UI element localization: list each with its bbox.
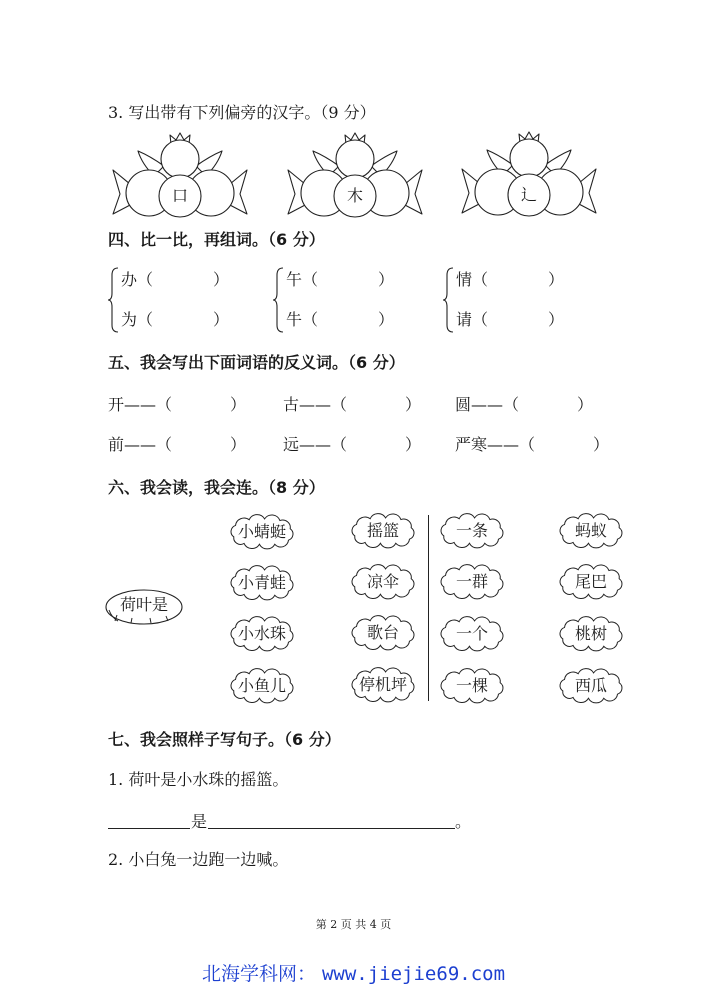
cloud-word <box>437 513 507 549</box>
paren-close: ） <box>405 435 422 454</box>
brace-icon <box>107 267 119 333</box>
compare-char: 请 <box>456 310 473 329</box>
cloud-label: 小蜻蜓 <box>237 522 286 541</box>
watermark-url-link[interactable]: www.jiejie69.com <box>321 963 506 985</box>
compare-char: 午 <box>286 270 303 289</box>
dash: —— <box>471 395 504 414</box>
watermark <box>0 961 707 987</box>
cloud-word <box>348 667 418 703</box>
radical-label: 木 <box>346 186 363 205</box>
paren-close: ） <box>213 270 230 289</box>
cloud-word <box>227 616 297 652</box>
compare-char: 牛 <box>286 310 303 329</box>
cloud-label: 小鱼儿 <box>237 676 286 695</box>
cloud-label: 尾巴 <box>574 572 607 591</box>
cloud-label: 一群 <box>455 572 488 591</box>
paren-close: ） <box>230 395 247 414</box>
compare-group <box>107 267 247 335</box>
cloud-label: 小青蛙 <box>237 573 286 592</box>
cloud-label: 摇篮 <box>366 521 399 540</box>
section-3-title: 3. 写出带有下列偏旁的汉字。（9 分） <box>108 103 376 122</box>
cloud-word <box>348 513 418 549</box>
cloud-label: 桃树 <box>574 624 607 643</box>
paren-open: （ <box>302 270 319 289</box>
dash: —— <box>124 395 157 414</box>
cloud-word <box>556 668 626 704</box>
section-5-title: 五、我会写出下面词语的反义词。（6 分） <box>108 353 405 372</box>
radical-label: 口 <box>171 186 188 205</box>
watermark-site-name: 北海学科网： <box>201 963 316 985</box>
example-sentence-2: 2. 小白兔一边跑一边喊。 <box>108 850 289 869</box>
cloud-word <box>437 668 507 704</box>
antonym-word: 圆 <box>455 395 472 414</box>
cloud-word <box>556 564 626 600</box>
compare-row <box>286 310 394 330</box>
cloud-word <box>348 564 418 600</box>
cloud-label: 歌台 <box>366 623 399 642</box>
cloud-word <box>227 514 297 550</box>
compare-group <box>442 267 582 335</box>
paren-open: （ <box>302 310 319 329</box>
compare-row <box>121 270 229 290</box>
radical-flower-kou <box>110 132 250 222</box>
sentence-period: 。 <box>455 812 472 831</box>
compare-char: 办 <box>121 270 138 289</box>
paren-open: （ <box>472 270 489 289</box>
dash: —— <box>487 435 520 454</box>
paren-close: ） <box>378 270 395 289</box>
sentence-connector: 是 <box>191 812 208 831</box>
compare-group <box>272 267 412 335</box>
cloud-label: 一条 <box>455 521 488 540</box>
answer-underline <box>208 828 455 829</box>
paren-open: （ <box>331 435 348 454</box>
antonym-word: 古 <box>283 395 300 414</box>
flower-outline <box>110 132 250 222</box>
paren-open: （ <box>137 270 154 289</box>
dash: —— <box>299 435 332 454</box>
antonym-word: 前 <box>108 435 125 454</box>
divider-line <box>428 515 429 701</box>
flower-outline <box>285 132 425 222</box>
paren-open: （ <box>519 435 536 454</box>
dash: —— <box>299 395 332 414</box>
section-7-title: 七、我会照样子写句子。（6 分） <box>108 730 341 749</box>
dash: —— <box>124 435 157 454</box>
brace-icon <box>442 267 454 333</box>
subject-leaf <box>104 588 184 628</box>
paren-close: ） <box>405 395 422 414</box>
flower-outline <box>459 131 599 221</box>
section-4-title: 四、比一比，再组词。（6 分） <box>108 230 325 249</box>
cloud-label: 一棵 <box>455 676 488 695</box>
compare-row <box>456 270 564 290</box>
cloud-word <box>227 565 297 601</box>
cloud-word <box>437 564 507 600</box>
example-sentence-1: 1. 荷叶是小水珠的摇篮。 <box>108 770 289 789</box>
cloud-label: 西瓜 <box>574 676 607 695</box>
antonym-item <box>455 395 593 415</box>
antonym-item <box>455 435 609 455</box>
compare-char: 为 <box>121 310 138 329</box>
antonym-word: 严寒 <box>455 435 488 454</box>
antonym-item <box>283 395 421 415</box>
cloud-word <box>437 616 507 652</box>
brace-icon <box>272 267 284 333</box>
paren-open: （ <box>156 395 173 414</box>
antonym-item <box>108 435 246 455</box>
cloud-label: 停机坪 <box>358 675 407 694</box>
paren-open: （ <box>503 395 520 414</box>
antonym-item <box>283 435 421 455</box>
cloud-word <box>348 615 418 651</box>
cloud-word <box>556 616 626 652</box>
answer-underline <box>108 828 190 829</box>
antonym-word: 开 <box>108 395 125 414</box>
compare-row <box>456 310 564 330</box>
paren-open: （ <box>137 310 154 329</box>
compare-char: 情 <box>456 270 473 289</box>
paren-open: （ <box>156 435 173 454</box>
paren-open: （ <box>331 395 348 414</box>
antonym-item <box>108 395 246 415</box>
paren-close: ） <box>593 435 610 454</box>
paren-close: ） <box>213 310 230 329</box>
paren-close: ） <box>230 435 247 454</box>
cloud-word <box>556 513 626 549</box>
radical-flower-mu <box>285 132 425 222</box>
section-6-title: 六、我会读，我会连。（8 分） <box>108 478 325 497</box>
paren-close: ） <box>378 310 395 329</box>
antonym-word: 远 <box>283 435 300 454</box>
subject-label: 荷叶是 <box>119 595 168 614</box>
cloud-label: 蚂蚁 <box>574 521 607 540</box>
cloud-label: 一个 <box>455 624 488 643</box>
cloud-word <box>227 668 297 704</box>
radical-flower-chuo <box>459 131 599 221</box>
paren-close: ） <box>577 395 594 414</box>
page-number: 第 2 页 共 4 页 <box>315 918 392 931</box>
compare-row <box>286 270 394 290</box>
cloud-label: 凉伞 <box>366 572 399 591</box>
paren-close: ） <box>548 310 565 329</box>
paren-close: ） <box>548 270 565 289</box>
compare-row <box>121 310 229 330</box>
cloud-label: 小水珠 <box>237 624 286 643</box>
radical-label: 辶 <box>520 185 537 204</box>
paren-open: （ <box>472 310 489 329</box>
